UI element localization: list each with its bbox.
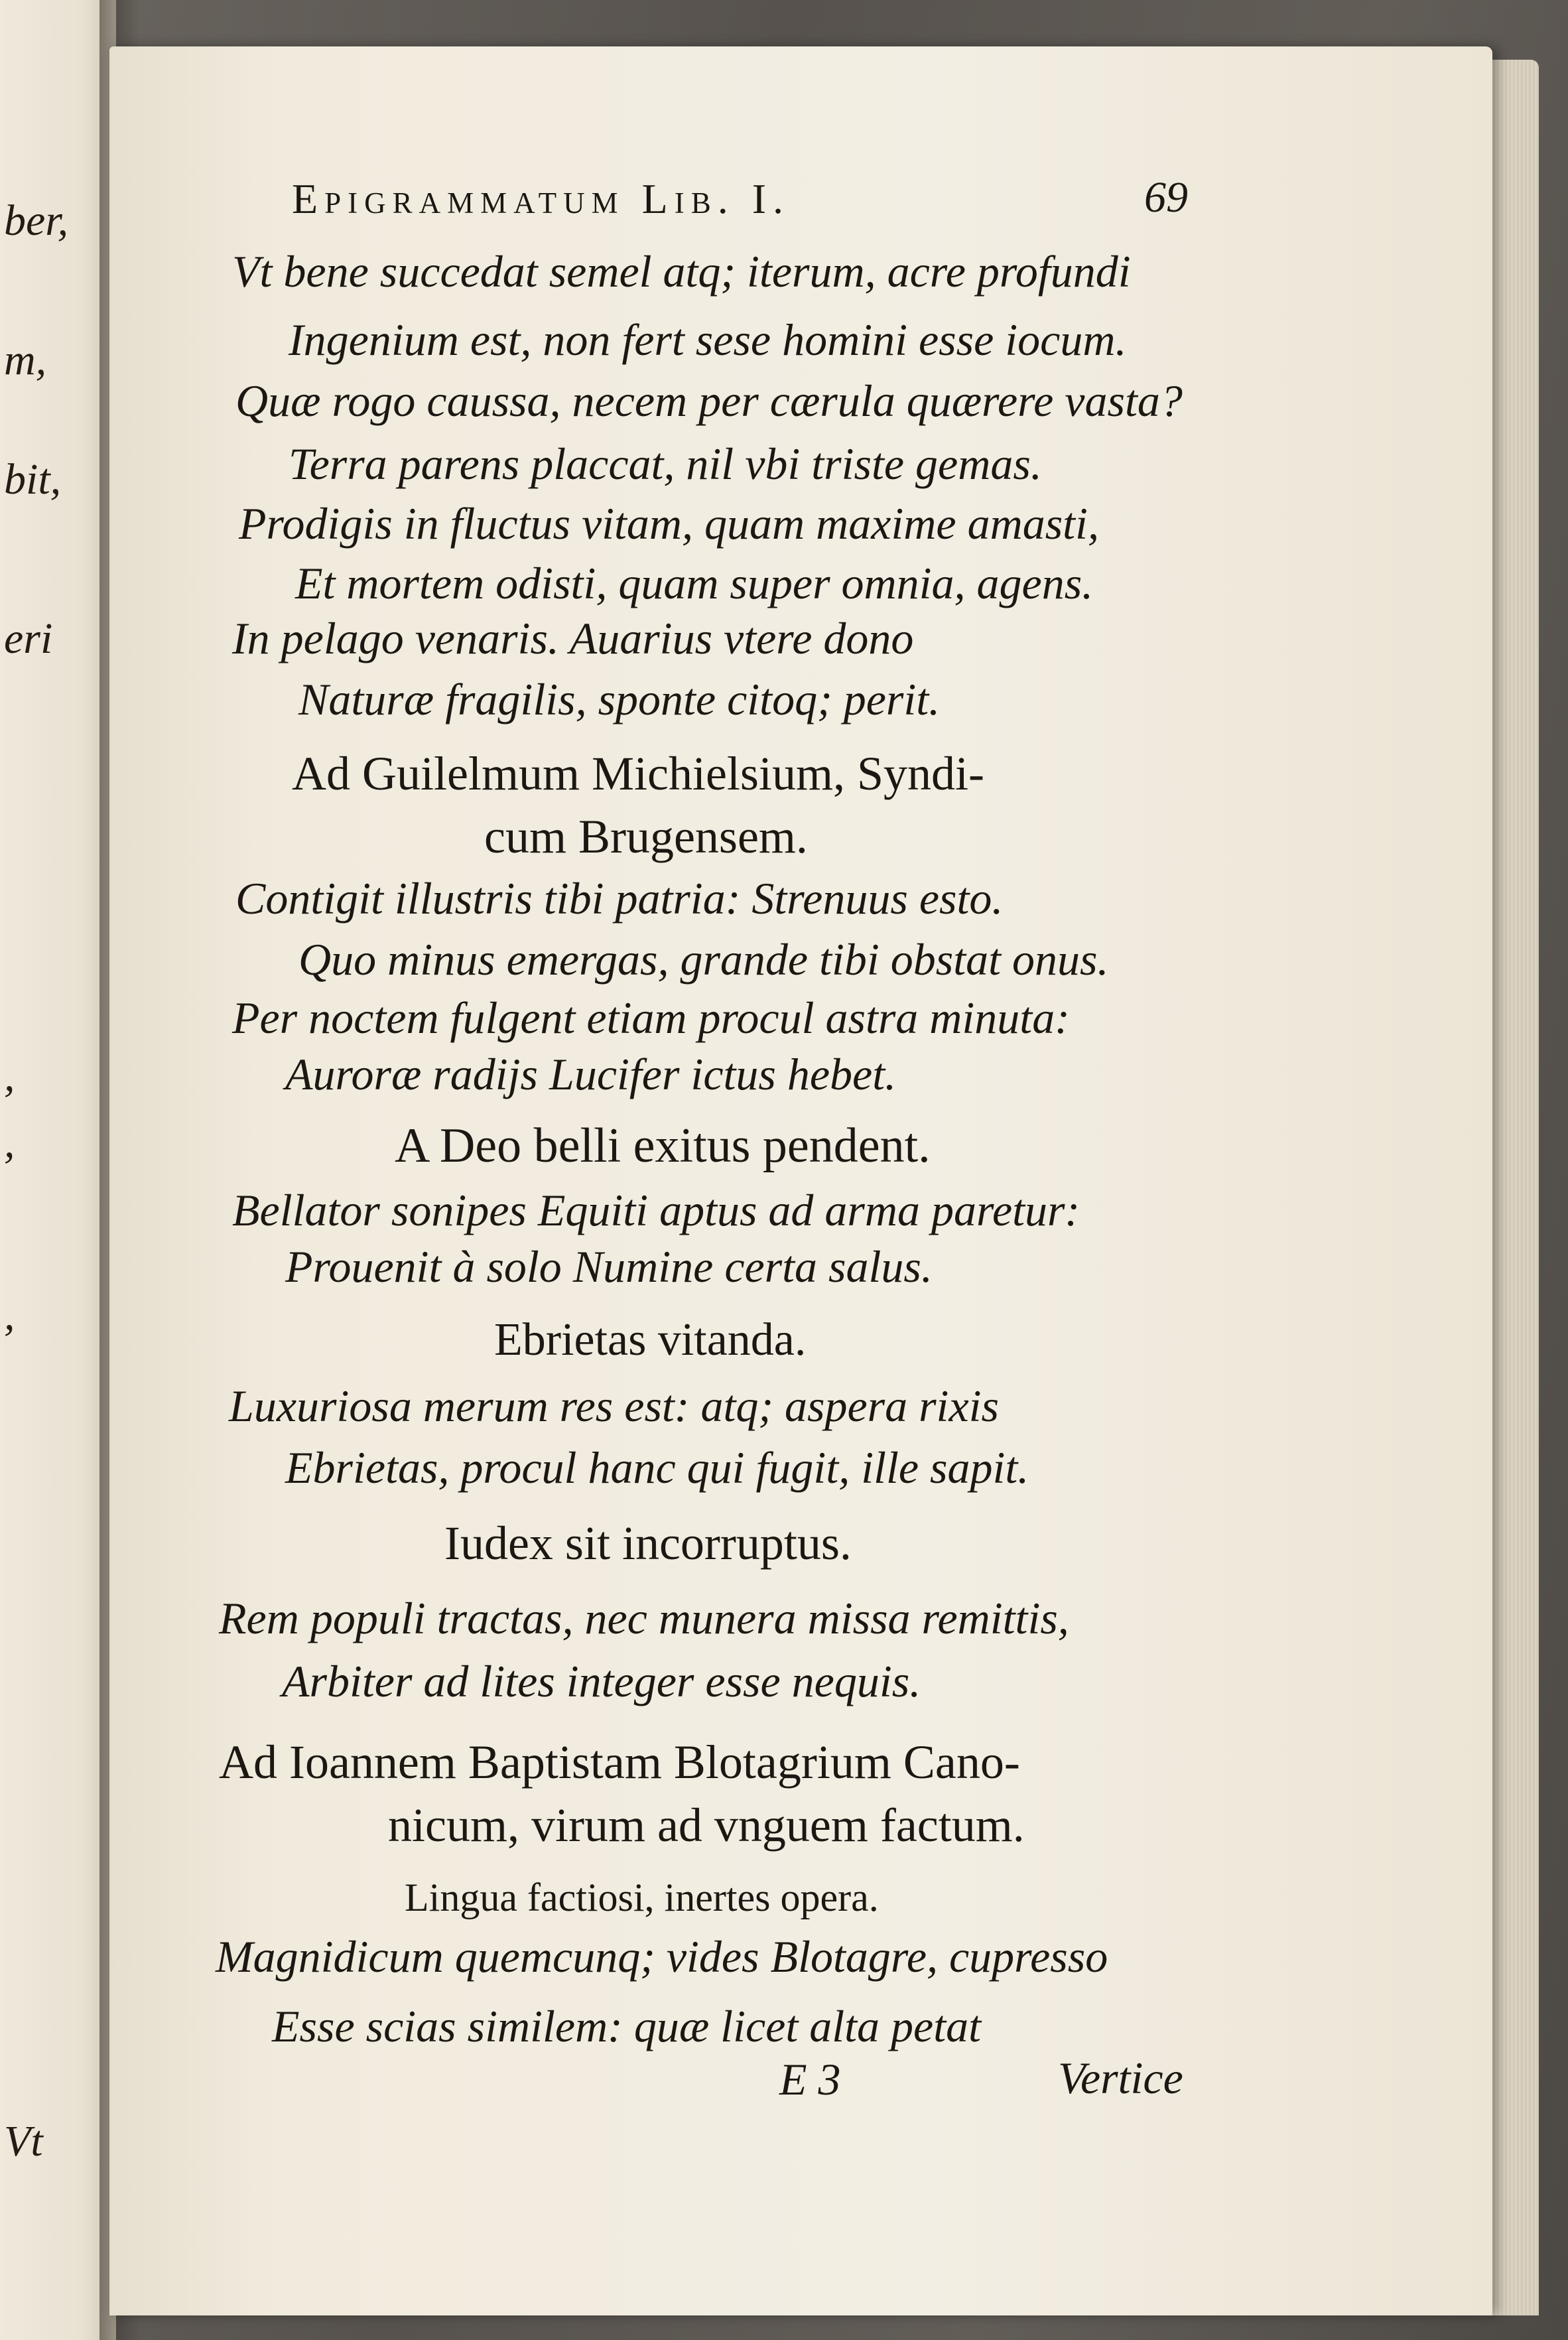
epigram-heading: Ad Guilelmum Michielsium, Syndi- — [292, 747, 984, 800]
running-head: Epigrammatum Lib. I. — [292, 175, 791, 222]
verse-line: Arbiter ad lites integer esse nequis. — [282, 1656, 921, 1706]
verse-line: Contigit illustris tibi patria: Strenuus esto. — [235, 873, 1004, 924]
page-number: 69 — [1144, 173, 1188, 222]
epigram-subheading: Lingua factiosi, inertes opera. — [405, 1876, 879, 1919]
verse-line: Prouenit à solo Numine certa salus. — [285, 1241, 933, 1292]
epigram-heading: Ebrietas vitanda. — [494, 1314, 807, 1365]
verse-line: Auroræ radijs Lucifer ictus hebet. — [285, 1049, 897, 1099]
verse-line: Magnidicum quemcunq; vides Blotagre, cupresso — [216, 1931, 1108, 1982]
catchword: Vertice — [1058, 2053, 1183, 2103]
verse-line: Prodigis in fluctus vitam, quam maxime amasti, — [239, 498, 1099, 549]
left-fragment: eri — [4, 614, 53, 663]
left-fragment: ber, — [4, 196, 69, 245]
epigram-heading: Ad Ioannem Baptistam Blotagrium Cano- — [219, 1736, 1020, 1789]
verse-line: Bellator sonipes Equiti aptus ad arma paretur: — [232, 1185, 1080, 1235]
left-fragment: , — [4, 1291, 15, 1340]
left-fragment: bit, — [4, 455, 62, 504]
epigram-heading: A Deo belli exitus pendent. — [395, 1119, 931, 1173]
verse-line: Terra parens placcat, nil vbi triste gemas. — [289, 439, 1042, 489]
left-page — [0, 0, 116, 2340]
left-fragment: m, — [4, 336, 47, 384]
verse-line: Rem populi tractas, nec munera missa remittis, — [219, 1593, 1069, 1643]
epigram-heading: nicum, virum ad vnguem factum. — [388, 1799, 1025, 1852]
verse-line: Esse scias similem: quæ licet alta petat — [272, 2001, 981, 2051]
verse-line: Luxuriosa merum res est: atq; aspera rixis — [229, 1381, 999, 1431]
verse-line: Vt bene succedat semel atq; iterum, acre profundi — [232, 246, 1131, 297]
signature-mark: E 3 — [779, 2054, 841, 2104]
page-edges — [1492, 60, 1539, 2315]
verse-line: Ebrietas, procul hanc qui fugit, ille sapit. — [285, 1442, 1029, 1493]
verse-line: Ingenium est, non fert sese homini esse iocum. — [289, 314, 1127, 365]
left-fragment: , — [4, 1052, 15, 1101]
verse-line: Quo minus emergas, grande tibi obstat onus. — [298, 934, 1109, 985]
verse-line: Et mortem odisti, quam super omnia, agens. — [295, 558, 1094, 608]
verse-line: Quæ rogo caussa, necem per cærula quærere vasta? — [235, 376, 1183, 426]
verse-line: Per noctem fulgent etiam procul astra minuta: — [232, 993, 1070, 1043]
epigram-heading: cum Brugensem. — [484, 810, 808, 863]
epigram-heading: Iudex sit incorruptus. — [444, 1517, 852, 1570]
left-fragment: , — [4, 1119, 15, 1167]
verse-line: Naturæ fragilis, sponte citoq; perit. — [298, 674, 941, 724]
left-fragment: Vt — [4, 2117, 43, 2166]
verse-line: In pelago venaris. Auarius vtere dono — [232, 613, 914, 663]
